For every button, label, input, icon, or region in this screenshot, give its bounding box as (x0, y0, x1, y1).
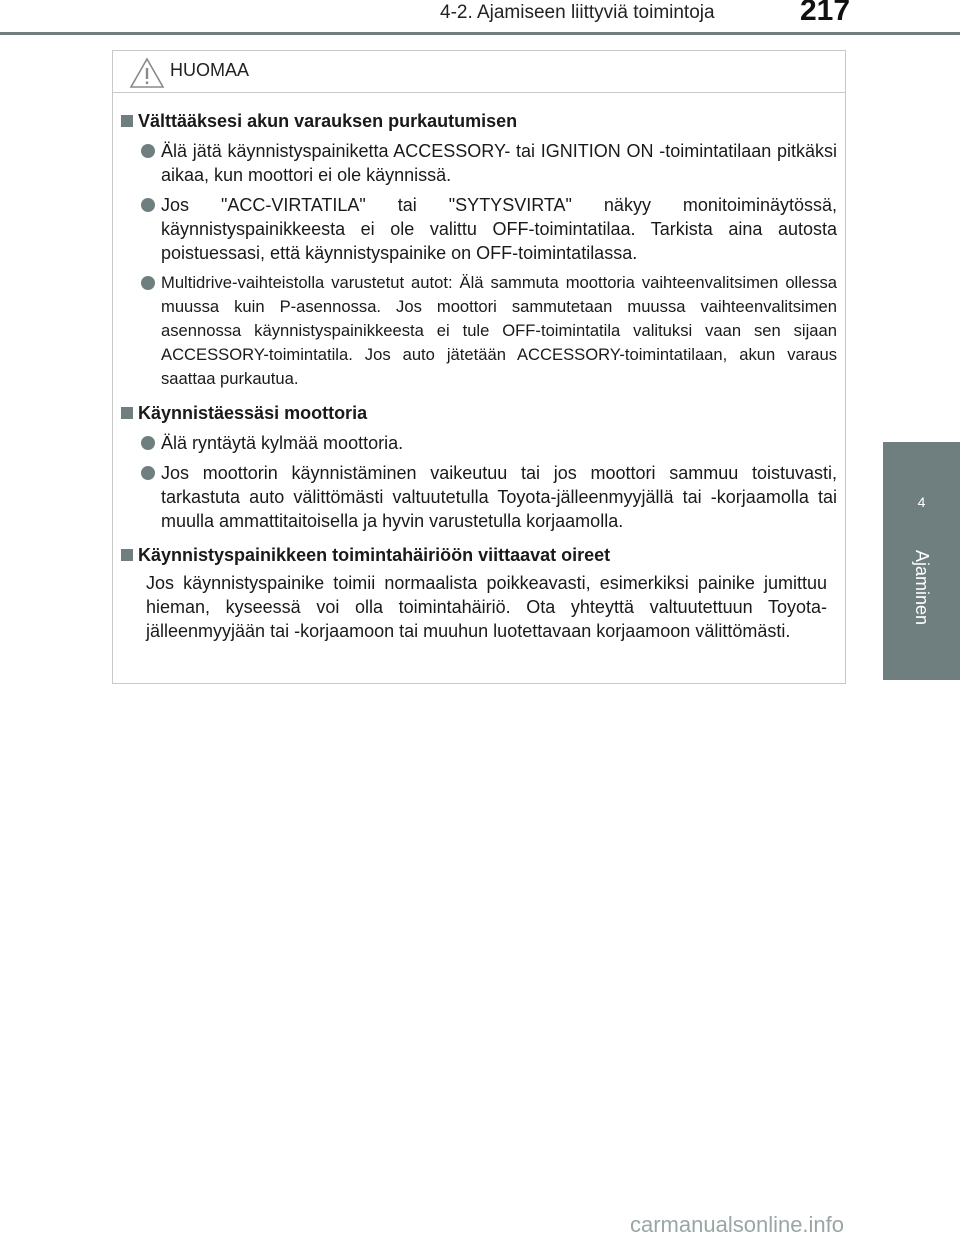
list-item-text: Multidrive-vaihteistolla varustetut autot: Älä sammuta moottoria vaihteenvalitsimen ollessa muussa kuin P-asennossa. Jos moottori sammutetaan muussa vaihteenvalitsimen asennossa käynnistyspainikkeesta ei tule OFF-toimintatila valituksi vaan sen sijaan ACCESSORY-toimintatila. Jos auto jätetään ACCESSORY-toimintatilaan, akun varaus saattaa purkautua. (161, 273, 837, 388)
section-heading-text: Käynnistyspainikkeen toimintahäiriöön viittaavat oireet (138, 545, 611, 565)
list-item-text: Jos moottorin käynnistäminen vaikeutuu tai jos moottori sammuu toistuvasti, tarkastuta auto välittömästi valtuutetulla Toyota-jälleenmyyjällä tai -korjaamolla tai muulla ammattitaitoisella ja hyvin varustetulla korjaamolla. (161, 463, 837, 531)
list-item (141, 193, 837, 265)
section-heading (121, 109, 837, 133)
section-heading-text: Välttääksesi akun varauksen purkautumisen (138, 111, 518, 131)
circle-bullet-icon (141, 144, 155, 158)
notice-header (113, 51, 845, 93)
warning-triangle-icon (129, 57, 165, 89)
chapter-tab[interactable] (883, 442, 960, 680)
list-item-text: Jos "ACC-VIRTATILA" tai "SYTYSVIRTA" näkyy monitoiminäytössä, käynnistyspainikkeesta ei ole valittu OFF-toimintatilaa. Tarkista aina autosta poistuessasi, että käynnistyspainike on OFF-toimintatilassa. (161, 195, 837, 263)
square-bullet-icon (121, 549, 133, 561)
circle-bullet-icon (141, 198, 155, 212)
square-bullet-icon (121, 115, 133, 127)
section-heading (121, 401, 837, 425)
notice-box (112, 50, 846, 684)
notice-title: HUOMAA (170, 60, 250, 80)
circle-bullet-icon (141, 436, 155, 450)
section-paragraph: Jos käynnistyspainike toimii normaalista poikkeavasti, esimerkiksi painike jumittuu hieman, kyseessä voi olla toimintahäiriö. Ota yhteyttä valtuutettuun Toyota-jälleenmyyjään tai -korjaamoon tai muuhun luotettavaan korjaamoon välittömästi. (146, 573, 827, 641)
page-number: 217 (800, 0, 851, 27)
section-title: 4-2. Ajamiseen liittyviä toimintoja (440, 2, 715, 23)
circle-bullet-icon (141, 276, 155, 290)
list-item (141, 271, 837, 391)
chapter-label: Ajaminen (912, 550, 932, 626)
list-item-text: Älä jätä käynnistyspainiketta ACCESSORY- tai IGNITION ON -toimintatilaan pitkäksi aikaa, kun moottori ei ole käynnissä. (161, 141, 837, 185)
header-divider (0, 32, 960, 35)
watermark-text: carmanualsonline.info (630, 1212, 845, 1237)
chapter-number: 4 (917, 494, 926, 510)
section-heading-text: Käynnistäessäsi moottoria (138, 403, 368, 423)
list-item-text: Älä ryntäytä kylmää moottoria. (161, 433, 404, 453)
section-heading (121, 543, 837, 567)
circle-bullet-icon (141, 466, 155, 480)
notice-body (113, 93, 845, 643)
list-item (141, 139, 837, 187)
list-item (141, 431, 837, 455)
square-bullet-icon (121, 407, 133, 419)
list-item (141, 461, 837, 533)
